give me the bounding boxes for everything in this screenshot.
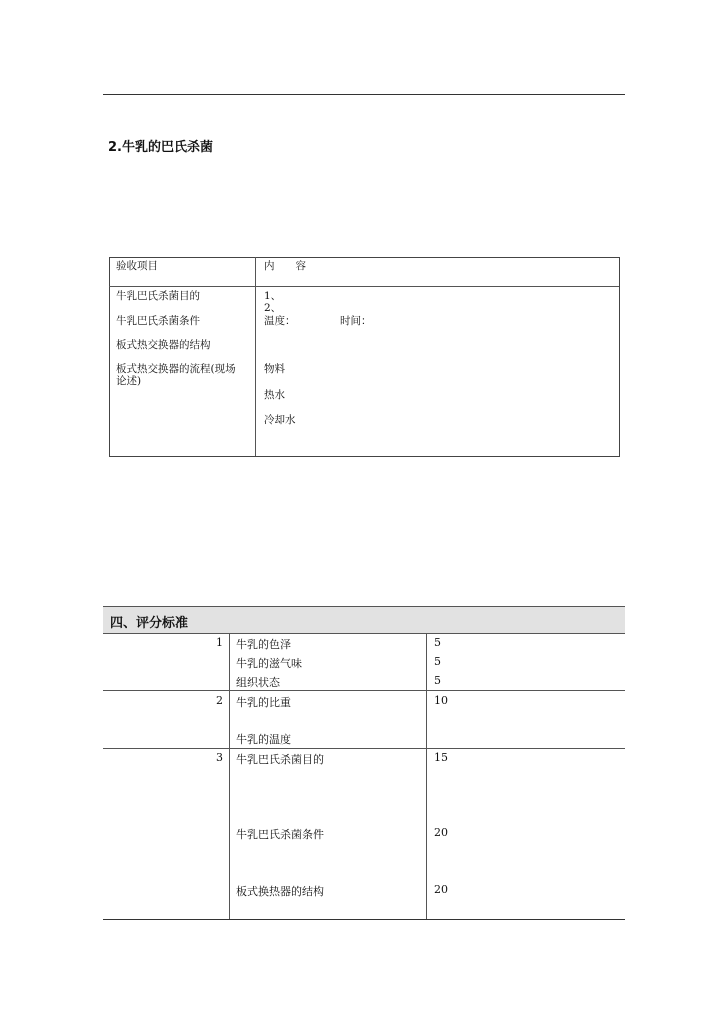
score-item: 牛乳巴氏杀菌条件 bbox=[236, 828, 324, 841]
scoring-col-rule-1 bbox=[229, 634, 230, 919]
scoring-bottom-rule bbox=[103, 919, 625, 920]
header-content: 内 容 bbox=[264, 260, 306, 272]
scoring-table bbox=[103, 634, 625, 920]
score-value: 15 bbox=[434, 751, 448, 764]
score-item: 牛乳的比重 bbox=[236, 696, 291, 709]
score-item: 牛乳的色泽 bbox=[236, 638, 291, 651]
group-number: 2 bbox=[216, 694, 223, 707]
score-item: 牛乳巴氏杀菌目的 bbox=[236, 753, 324, 766]
content-line1: 1、 bbox=[264, 290, 282, 302]
score-item: 板式换热器的结构 bbox=[236, 885, 324, 898]
content-material: 物料 bbox=[264, 363, 285, 375]
acceptance-table-border bbox=[109, 257, 620, 457]
content-line2: 2、 bbox=[264, 302, 282, 314]
content-cooling-water: 冷却水 bbox=[264, 414, 296, 426]
header-item: 验收项目 bbox=[116, 260, 158, 272]
section-title: 2.牛乳的巴氏杀菌 bbox=[108, 140, 213, 155]
score-item: 牛乳的滋气味 bbox=[236, 657, 302, 670]
item-flow-cont: 论述) bbox=[116, 375, 142, 387]
scoring-row-rule-2 bbox=[103, 748, 625, 749]
score-value: 5 bbox=[434, 655, 441, 668]
scoring-row-rule-1 bbox=[103, 690, 625, 691]
group-number: 3 bbox=[216, 751, 223, 764]
item-purpose: 牛乳巴氏杀菌目的 bbox=[116, 290, 200, 302]
top-rule bbox=[103, 94, 625, 95]
score-value: 10 bbox=[434, 694, 448, 707]
score-item: 牛乳的温度 bbox=[236, 733, 291, 746]
item-flow: 板式热交换器的流程(现场 bbox=[116, 363, 236, 375]
score-value: 20 bbox=[434, 883, 448, 896]
acceptance-column-rule bbox=[255, 257, 256, 456]
item-structure: 板式热交换器的结构 bbox=[116, 339, 211, 351]
content-time: 时间： bbox=[340, 315, 372, 327]
score-item: 组织状态 bbox=[236, 676, 280, 689]
scoring-col-rule-2 bbox=[426, 634, 427, 919]
group-number: 1 bbox=[216, 636, 223, 649]
item-conditions: 牛乳巴氏杀菌条件 bbox=[116, 315, 200, 327]
score-value: 5 bbox=[434, 674, 441, 687]
content-hot-water: 热水 bbox=[264, 389, 285, 401]
acceptance-table bbox=[109, 257, 619, 456]
acceptance-header-rule bbox=[109, 286, 619, 287]
scoring-title: 四、评分标准 bbox=[110, 616, 189, 631]
score-value: 20 bbox=[434, 826, 448, 839]
score-value: 5 bbox=[434, 636, 441, 649]
content-temp: 温度： bbox=[264, 315, 296, 327]
scoring-header bbox=[103, 606, 625, 634]
